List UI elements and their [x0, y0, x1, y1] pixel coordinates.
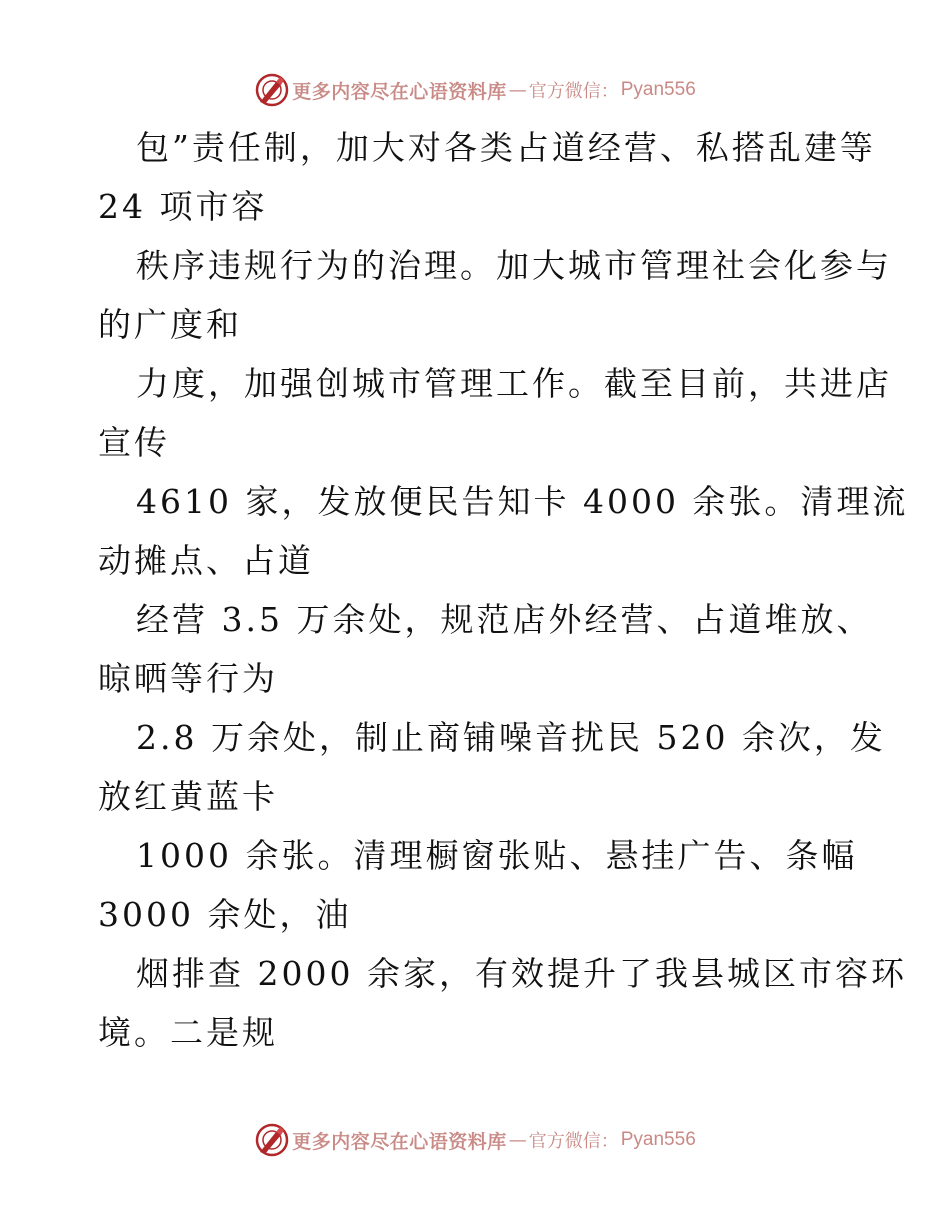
text-line-3: 秩序违规行为的治理。加大城市管理社会化参与 [136, 246, 892, 285]
text-line-8: 动摊点、占道 [98, 541, 314, 580]
footer-dash: — [508, 1129, 527, 1151]
text-line-4: 的广度和 [98, 305, 242, 344]
footer-banner [0, 1120, 950, 1160]
header-wechat-label: 官方微信： [528, 81, 619, 102]
text-line-12: 放红黄蓝卡 [98, 777, 278, 816]
header-banner [0, 70, 950, 110]
text-line-7: 4610 家，发放便民告知卡 4000 余张。清理流 [136, 482, 909, 521]
pen-logo-icon [254, 72, 290, 108]
text-line-5: 力度，加强创城市管理工作。截至目前，共进店 [136, 364, 892, 403]
text-line-1: 包”责任制，加大对各类占道经营、私搭乱建等 [136, 128, 876, 167]
text-line-13: 1000 余张。清理橱窗张贴、悬挂广告、条幅 [136, 836, 858, 875]
text-line-2: 24 项市容 [98, 187, 268, 226]
text-line-16: 境。二是规 [98, 1013, 278, 1052]
footer-wechat-id: Pyan556 [620, 1129, 696, 1150]
header-dash: — [508, 79, 527, 101]
text-line-9: 经营 3.5 万余处，规范店外经营、占道堆放、 [136, 600, 873, 639]
text-line-11: 2.8 万余处，制止商铺噪音扰民 520 余次，发 [136, 718, 886, 757]
text-line-6: 宣传 [98, 423, 170, 462]
text-line-10: 晾晒等行为 [98, 659, 278, 698]
header-wechat-id: Pyan556 [620, 79, 696, 100]
pen-logo-icon [254, 1122, 290, 1158]
footer-site-name: 更多内容尽在心语资料库 [292, 1130, 507, 1153]
footer-wechat-label: 官方微信： [528, 1131, 619, 1152]
text-line-14: 3000 余处，油 [98, 895, 352, 934]
text-line-15: 烟排查 2000 余家，有效提升了我县城区市容环 [136, 954, 907, 993]
document-body [98, 118, 909, 1062]
header-site-name: 更多内容尽在心语资料库 [292, 80, 507, 103]
